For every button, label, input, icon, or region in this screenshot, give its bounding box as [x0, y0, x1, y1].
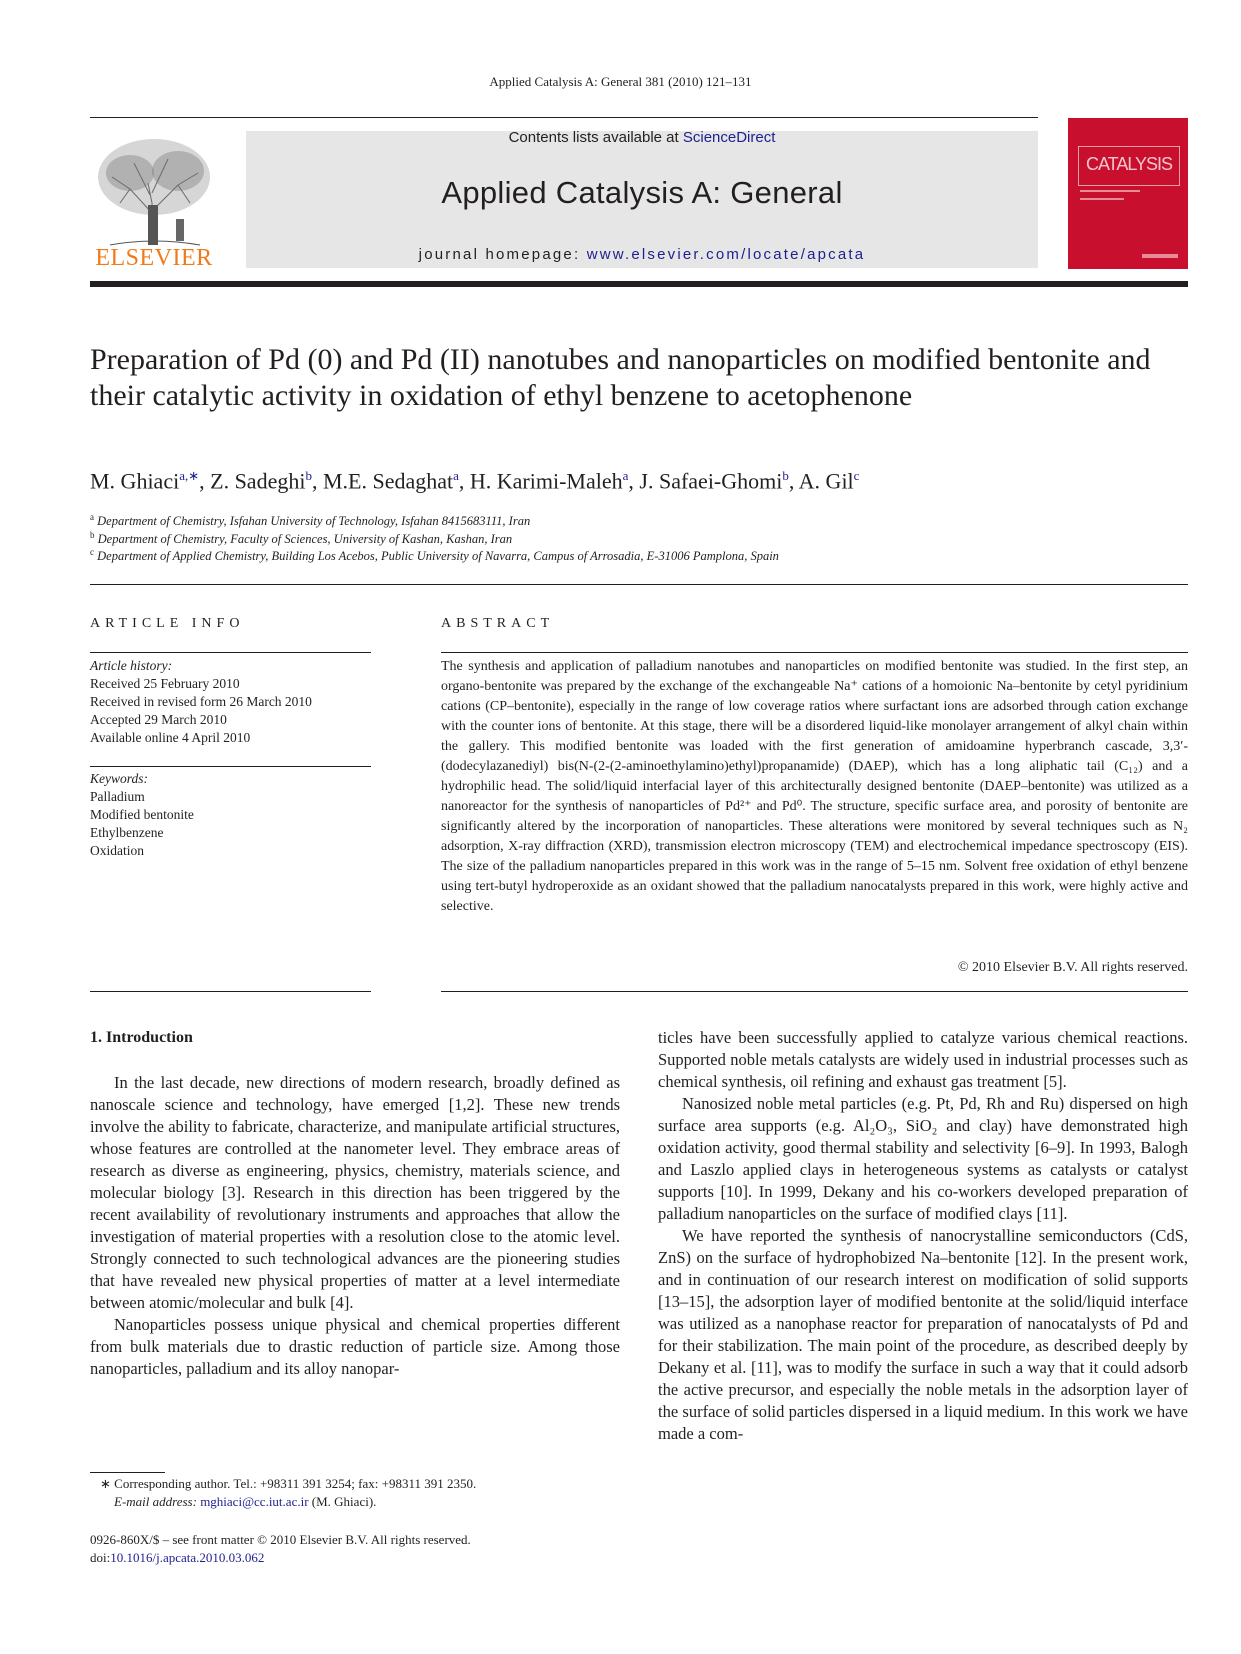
author-name: M.E. Sedaghat: [322, 468, 454, 494]
history-item: Available online 4 April 2010: [90, 730, 251, 745]
paragraph: Nanoparticles possess unique physical and chemical properties different from bulk materials due to drastic reduction of particle size. Among those nanoparticles, palladium and its alloy nanopar-: [90, 1315, 620, 1378]
email-suffix: (M. Ghiaci).: [308, 1494, 377, 1509]
journal-name: Applied Catalysis A: General: [441, 175, 843, 210]
affiliation-rule: [90, 584, 1188, 585]
article-info-rule: [90, 652, 371, 653]
paragraph: We have reported the synthesis of nanocrystalline semiconductors (CdS, ZnS) on the surface of hydrophobized Na–bentonite [12]. In the present work, and in continuation of our research interest on modification of solid supports [13–15], the adsorption layer of modified bentonite at the solid/liquid interface was utilized as a nanophase reactor for preparation of nanocatalysts of Pd and for their stabilization. The main point of the procedure, as described deeply by Dekany et al. [11], was to modify the surface in such a way that it could adsorb the active precursor, and especially the noble metals in the adsorption layer of the surface of solid particles dispersed in a liquid medium. In this work we have made a com-: [658, 1226, 1188, 1443]
keyword: Palladium: [90, 789, 145, 804]
affiliation-mark: c: [90, 547, 94, 557]
abstract-heading: ABSTRACT: [441, 616, 555, 631]
homepage-link[interactable]: www.elsevier.com/locate/apcata: [586, 246, 866, 263]
footnote-rule: [90, 1472, 165, 1473]
running-head: Applied Catalysis A: General 381 (2010) 121–131: [489, 74, 752, 89]
section-heading: 1. Introduction: [90, 1029, 193, 1046]
publisher-wordmark: ELSEVIER: [95, 245, 213, 271]
doi-label: doi:: [90, 1550, 111, 1565]
article-title: Preparation of Pd (0) and Pd (II) nanotubes and nanoparticles on modified bentonite and their catalytic activity in oxidation of ethyl benzene to acetophenone: [90, 343, 1151, 412]
affiliation-text: Department of Applied Chemistry, Building Los Acebos, Public University of Navarra, Campus of Arrosadia, E-31006 Pamplona, Spain: [97, 549, 779, 564]
author-name: M. Ghiaci: [90, 468, 180, 494]
email-note: [114, 1494, 376, 1510]
history-item: Received 25 February 2010: [90, 676, 240, 691]
author-name: J. Safaei-Ghomi: [639, 468, 783, 494]
body-column-right: [658, 1027, 1188, 1445]
history-label: Article history:: [90, 658, 173, 673]
abstract-bottom-rule: [441, 991, 1188, 992]
contents-line: [246, 129, 1038, 146]
sciencedirect-link[interactable]: ScienceDirect: [682, 129, 776, 146]
author-name: Z. Sadeghi: [210, 468, 306, 494]
keywords-label: Keywords:: [90, 771, 148, 786]
homepage-prefix: journal homepage:: [418, 246, 587, 263]
masthead-rule: [90, 281, 1188, 287]
body-column-left: [90, 1072, 620, 1380]
issn-line: 0926-860X/$ – see front matter © 2010 Elsevier B.V. All rights reserved.: [90, 1532, 471, 1547]
author-affiliation-mark[interactable]: b: [305, 468, 312, 483]
doi-link[interactable]: 10.1016/j.apcata.2010.03.062: [110, 1550, 265, 1565]
affiliation-text: Department of Chemistry, Isfahan University of Technology, Isfahan 8415683111, Iran: [97, 514, 531, 529]
author-affiliation-mark[interactable]: a,∗: [179, 468, 200, 483]
elsevier-logo[interactable]: [90, 133, 218, 271]
author-affiliation-mark[interactable]: c: [853, 468, 860, 483]
header-rule: [90, 117, 1038, 118]
corresponding-author-note: ∗ Corresponding author. Tel.: +98311 391 3254; fax: +98311 391 2350.: [100, 1476, 477, 1491]
homepage-line: [246, 246, 1038, 263]
contents-prefix: Contents lists available at: [508, 129, 683, 146]
abstract-text: The synthesis and application of palladium nanotubes and nanoparticles on modified bentonite was studied. In the first step, an organo-bentonite was prepared by the exchange of the exchangeable Na⁺ cations of a homoionic Na–bentonite by cetyl pyridinium cations (CP–bentonite), especially in the range of low coverage ratios where surfactant ions are adsorbed through cation exchange with the counter ions of bentonite. At this stage, there will be a disordered liquid-like monolayer arrangement of alkyl chain within the gallery. This modified bentonite was loaded with the first generation of amidoamine hyperbranch cascade, 3,3′-(dodecylazanediyl) bis(N-(2-(2-aminoethylamino)ethyl)propanamide) (DAEP), which has a long aliphatic tail (C₁₂) and a hydrophilic head. The solid/liquid interfacial layer of this architecturally designed bentonite (DAEP–bentonite) was utilized as a nanoreactor for the synthesis of nanoparticles of Pd²⁺ and Pd⁰. The structure, specific surface area, and porosity of bentonite are significantly altered by the incorporation of nanoparticles. These alterations were monitored by several techniques such as N₂ adsorption, X-ray diffraction (XRD), transmission electron microscopy (TEM) and electrochemical impedance spectroscopy (EIS). The size of the palladium nanoparticles prepared in this work was in the range of 5–15 nm. Solvent free oxidation of ethyl benzene using tert-butyl hydroperoxide as an oxidant showed that the palladium nanocatalysts prepared in this work, were highly active and selective.: [441, 659, 1188, 914]
email-link[interactable]: mghiaci@cc.iut.ac.ir: [200, 1494, 309, 1509]
author-name: A. Gil: [798, 468, 854, 494]
journal-cover-image[interactable]: [1068, 118, 1188, 269]
affiliation: [90, 512, 1188, 529]
author-list: M. Ghiaci$^{a,∗}$, Z. Sadeghi$^b$, M.E. Sedaghat$^a$, H. Karimi-Maleh$^a$, J. Safaei-Ghomi$^b$, A. Gil$^c$: [90, 468, 860, 494]
affiliation: [90, 530, 1188, 547]
author-name: H. Karimi-Maleh: [469, 468, 623, 494]
author-affiliation-mark[interactable]: a: [622, 468, 629, 483]
keyword: Oxidation: [90, 843, 144, 858]
article-info-bottom-rule: [90, 991, 371, 992]
affiliation: [90, 547, 1188, 564]
affiliation-mark: b: [90, 530, 95, 540]
cover-title: CATALYSIS: [1085, 154, 1173, 174]
paragraph: In the last decade, new directions of modern research, broadly defined as nanoscale science and technology, have emerged [1,2]. These new trends involve the ability to fabricate, characterize, and manipulate artificial structures, whose features are controlled at the nanometer level. They embrace areas of research as diverse as engineering, physics, chemistry, materials science, and molecular biology [3]. Research in this direction has been triggered by the recent availability of revolutionary instruments and approaches that allow the investigation of material properties with a resolution close to the atomic level. Strongly connected to such technological advances are the pioneering studies that have revealed new physical properties of matter at a level intermediate between atomic/molecular and bulk [4].: [90, 1073, 620, 1312]
keyword: Modified bentonite: [90, 807, 194, 822]
paragraph: Nanosized noble metal particles (e.g. Pt, Pd, Rh and Ru) dispersed on high surface area supports (e.g. Al₂O₃, SiO₂ and clay) have demonstrated high oxidation activity, good thermal stability and selectivity [6–9]. In 1993, Balogh and Laszlo applied clays in heterogeneous systems as catalysts or catalyst supports [10]. In 1999, Dekany and his co-workers developed preparation of palladium nanoparticles on the surface of modified clays [11].: [658, 1094, 1188, 1223]
author-affiliation-mark[interactable]: b: [782, 468, 789, 483]
history-item: Received in revised form 26 March 2010: [90, 694, 312, 709]
keyword: Ethylbenzene: [90, 825, 164, 840]
history-item: Accepted 29 March 2010: [90, 712, 227, 727]
doi-line: [90, 1550, 264, 1566]
author-affiliation-mark[interactable]: a: [453, 468, 459, 483]
keywords-rule: [90, 766, 371, 767]
abstract-rule: [441, 652, 1188, 653]
affiliation-text: Department of Chemistry, Faculty of Sciences, University of Kashan, Kashan, Iran: [97, 532, 513, 547]
paragraph: ticles have been successfully applied to catalyze various chemical reactions. Supported noble metals catalysts are widely used in industrial processes such as chemical synthesis, oil refining and exhaust gas treatment [5].: [658, 1028, 1188, 1091]
affiliation-mark: a: [90, 512, 94, 522]
email-label: E-mail address:: [114, 1494, 197, 1509]
article-info-heading: ARTICLE INFO: [90, 616, 245, 631]
copyright-line: © 2010 Elsevier B.V. All rights reserved.: [957, 960, 1188, 975]
